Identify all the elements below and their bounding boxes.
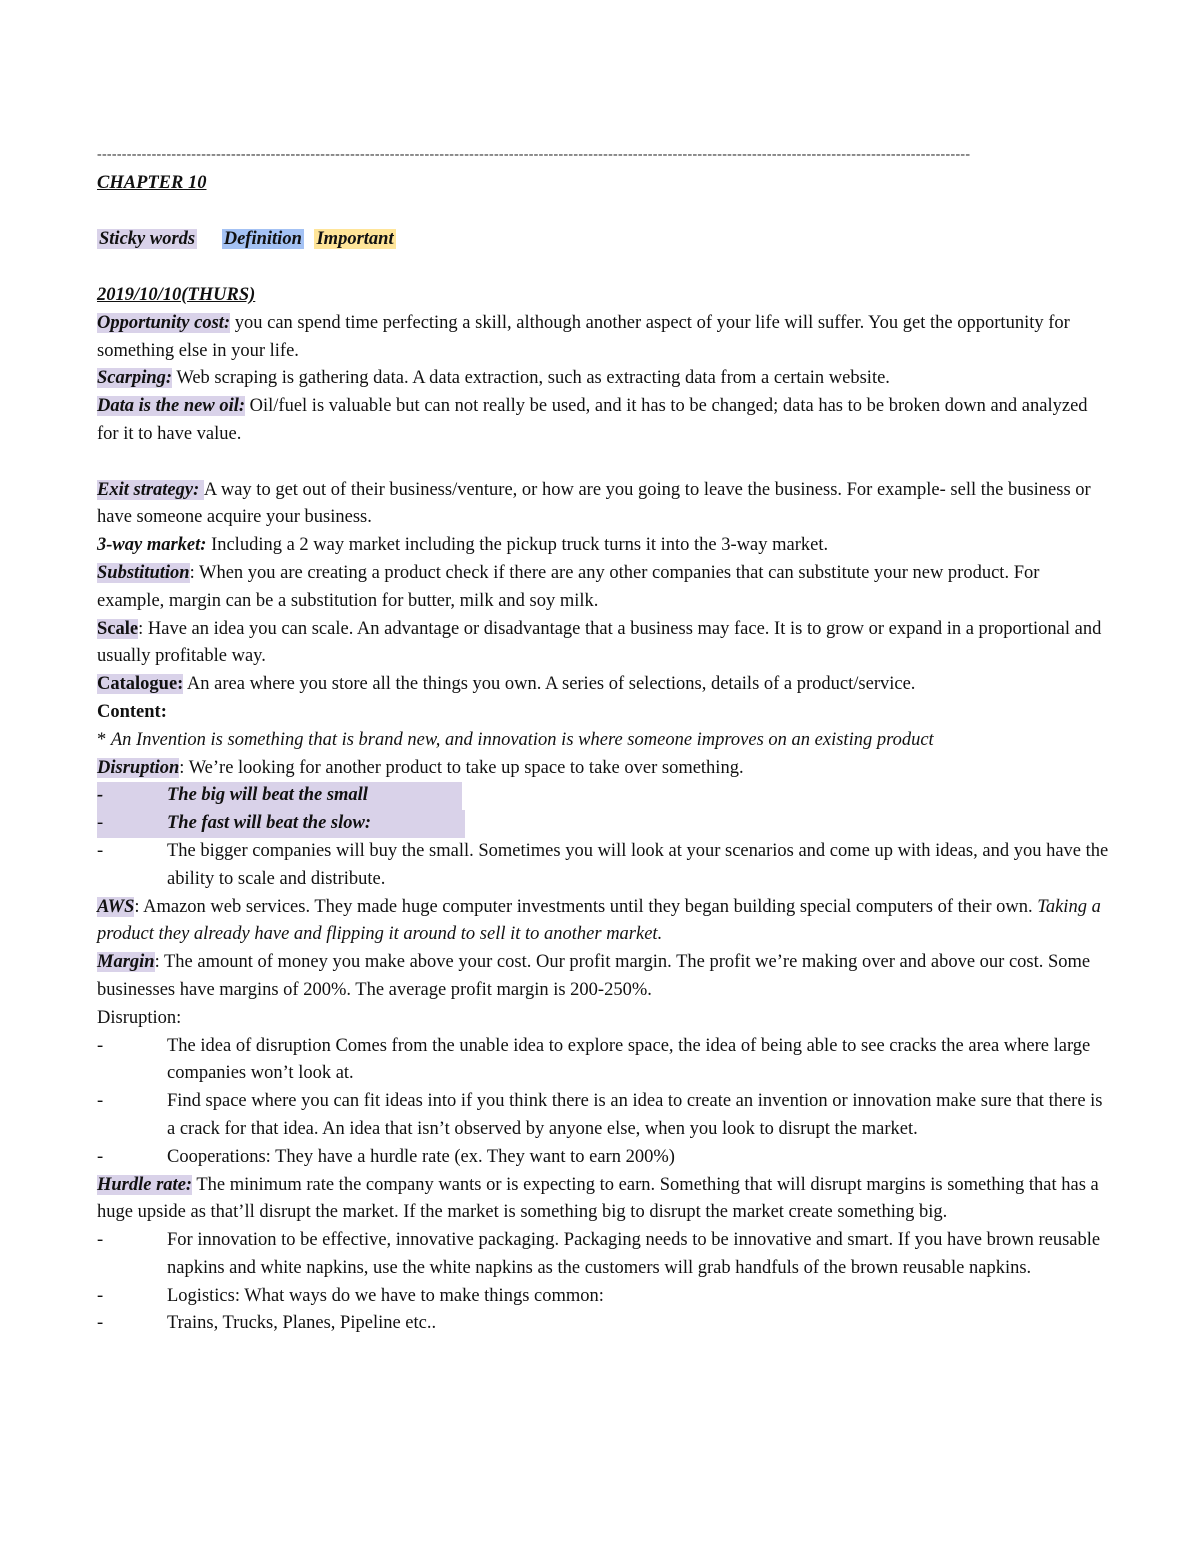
- term-definition: : The amount of money you make above your cost. Our profit margin. The profit we’re making over and above our cost. Some businesses have margins of 200%. The average profit margin is 200-250%.: [97, 952, 1091, 1000]
- legend-sticky-words: Sticky words: [99, 229, 196, 249]
- term-definition: you can spend time perfecting a skill, although another aspect of your life will suffer. You get the opportunity for something else in your life.: [97, 312, 1070, 361]
- blank-line: [97, 449, 1109, 477]
- term-definition: An area where you store all the things you own. A series of selections, details of a product/service.: [183, 674, 916, 695]
- term-label: Exit strategy:: [97, 479, 204, 500]
- bullet-transport: [97, 1310, 1109, 1338]
- invention-text: An Invention is something that is brand new, and innovation is where someone improves on an existing product: [110, 729, 934, 750]
- entry-exit-strategy: [97, 477, 1109, 533]
- color-legend: [97, 226, 1109, 254]
- bullet-dash: -: [97, 1313, 104, 1334]
- entry-data-new-oil: [97, 393, 1109, 449]
- bullet-dash: -: [97, 813, 104, 834]
- term-definition: A way to get out of their business/venture, or how are you going to leave the business. For example- sell the business or have someone acquire your business.: [97, 479, 1091, 528]
- entry-catalogue: [97, 671, 1109, 699]
- entry-aws: [97, 894, 1109, 950]
- term-definition: : We’re looking for another product to take up space to take over something.: [179, 757, 744, 778]
- entry-scale: [97, 616, 1109, 672]
- term-label: Content:: [97, 701, 167, 722]
- term-label: Opportunity cost:: [97, 312, 231, 333]
- bullet-find-space: [97, 1088, 1109, 1144]
- bullet-logistics: [97, 1283, 1109, 1311]
- term-italic-note: Taking a product they already have and flipping it around to sell it to another market.: [97, 896, 1101, 945]
- chapter-heading: CHAPTER 10: [97, 173, 207, 193]
- entry-3-way-market: [97, 532, 1109, 560]
- separator-line: --------------------------------------------------------------------------------------------------------------------------------------------------------------------------------: [97, 147, 971, 162]
- term-label: Scale: [97, 618, 139, 639]
- bullet-dash: -: [97, 1230, 104, 1251]
- bullet-dash: -: [97, 840, 104, 861]
- entry-substitution: [97, 560, 1109, 616]
- term-definition: Oil/fuel is valuable but can not really be used, and it has to be changed; data has to be broken down and analyzed for it to have value.: [97, 396, 1088, 444]
- bullet-text: Logistics: What ways do we have to make things common:: [167, 1285, 604, 1306]
- bullet-fast-beat-slow: [97, 810, 465, 838]
- bullet-text: Find space where you can fit ideas into if you think there is an idea to create an invention or innovation make sure that there is a crack for that idea. An idea that isn’t observed by anyone else, when you look to disrupt the market.: [167, 1091, 1103, 1139]
- term-definition: The minimum rate the company wants or is expecting to earn. Something that will disrupt margins is something that has a huge upside as that’ll disrupt the market. If the market is something big to disrupt the market create something big.: [97, 1174, 1099, 1223]
- entry-opportunity-cost: [97, 310, 1109, 366]
- bullet-dash: -: [97, 1146, 104, 1167]
- bullet-text: Trains, Trucks, Planes, Pipeline etc..: [167, 1313, 437, 1334]
- entry-margin: [97, 949, 1109, 1005]
- term-definition: : When you are creating a product check if there are any other companies that can substitute your new product. For example, margin can be a substitution for butter, milk and soy milk.: [97, 562, 1040, 611]
- entry-disruption: [97, 755, 1109, 783]
- bullet-text: The idea of disruption Comes from the unable idea to explore space, the idea of being able to see cracks the area where large companies won’t look at.: [167, 1035, 1091, 1084]
- bullet-text: The bigger companies will buy the small. Sometimes you will look at your scenarios and come up with ideas, and you have the ability to scale and distribute.: [167, 840, 1109, 889]
- bullet-cooperations: [97, 1144, 1109, 1172]
- bullet-text: The big will beat the small: [167, 785, 368, 806]
- bullet-bigger-companies: [97, 838, 1109, 894]
- term-label: Hurdle rate:: [97, 1174, 193, 1195]
- notes-content: [97, 146, 1109, 1338]
- date-heading: 2019/10/10(THURS): [97, 285, 256, 305]
- bullet-innovation-packaging: [97, 1227, 1109, 1283]
- term-definition: Web scraping is gathering data. A data extraction, such as extracting data from a certain website.: [172, 368, 890, 389]
- term-definition: : Have an idea you can scale. An advantage or disadvantage that a business may face. It is to grow or expand in a proportional and usually profitable way.: [97, 618, 1102, 667]
- term-label: Scarping:: [97, 368, 173, 389]
- term-label: AWS: [97, 896, 135, 917]
- bullet-dash: -: [97, 785, 104, 806]
- bullet-dash: -: [97, 1285, 104, 1306]
- term-label: Data is the new oil:: [97, 396, 246, 417]
- term-definition: : Amazon web services. They made huge computer investments until they began building special computers of their own.: [134, 896, 1038, 917]
- bullet-text: For innovation to be effective, innovative packaging. Packaging needs to be innovative and smart. If you have brown reusable napkins and white napkins, use the white napkins as the customers will grab handfuls of the brown reusable napkins.: [167, 1230, 1101, 1278]
- term-definition: Including a 2 way market including the pickup truck turns it into the 3-way market.: [206, 535, 829, 556]
- bullet-big-beat-small: [97, 782, 462, 810]
- bullet-text: The fast will beat the slow:: [167, 813, 372, 834]
- term-label: Disruption: [97, 757, 180, 778]
- disruption-subheading: Disruption:: [97, 1007, 182, 1028]
- bullet-dash: -: [97, 1035, 104, 1056]
- legend-definition: Definition: [223, 229, 302, 249]
- term-label: Margin: [97, 952, 155, 973]
- bullet-star: *: [97, 729, 111, 750]
- legend-important: Important: [316, 229, 394, 249]
- term-label: Catalogue:: [97, 674, 184, 695]
- entry-scarping: [97, 365, 1109, 393]
- bullet-idea-of-disruption: [97, 1033, 1109, 1089]
- bullet-dash: -: [97, 1091, 104, 1112]
- entry-hurdle-rate: [97, 1172, 1109, 1228]
- bullet-text: Cooperations: They have a hurdle rate (ex. They want to earn 200%): [167, 1146, 675, 1167]
- term-label: Substitution: [97, 562, 190, 583]
- term-label: 3-way market:: [97, 535, 207, 556]
- entry-content: [97, 699, 1109, 727]
- invention-note: [97, 727, 1109, 755]
